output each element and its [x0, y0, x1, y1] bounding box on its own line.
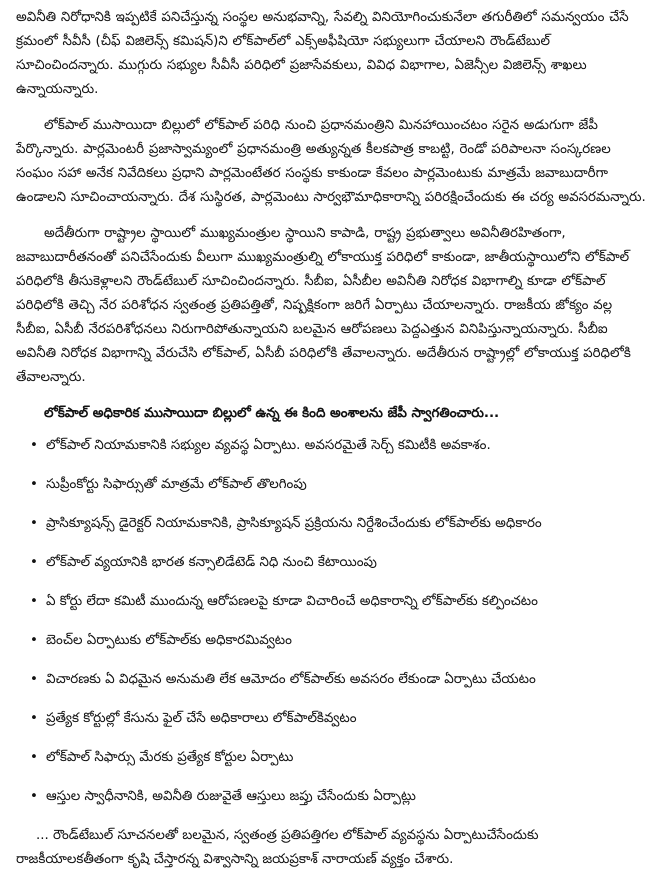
list-item-text: ఏ కోర్టు లేదా కమిటీ ముందున్న ఆరోపణలపై కూడా విచారించే అధికారాన్ని లోక్‌పాల్‌కు కల్పించటం — [46, 594, 538, 609]
list-item — [16, 434, 649, 458]
list-item-text: లోక్‌పాల్ వ్యయానికి భారత కన్సాలిడేటెడ్ నిధి నుంచి కేటాయింపు — [46, 555, 377, 570]
list-item-text: ప్రాసిక్యూషన్స్ డైరెక్టర్ నియామకానికి, ప్రాసిక్యూషన్ ప్రక్రియను నిర్దేశించేందుకు లోక్‌పాల్‌కు అధికారం — [46, 516, 542, 531]
list-item — [16, 629, 649, 653]
paragraph-pm-exclusion: లోక్‌పాల్ ముసాయిదా బిల్లులో లోక్‌పాల్ పరిధి నుంచి ప్రధానమంత్రిని మినహాయించటం సరైన అడుగుగా జేపీ పేర్కొన్నారు. పార్లమెంటరీ ప్రజాస్వామ్యంలో ప్రధానమంత్రి అత్యున్నత కీలకపాత్ర కాబట్టి, రెండో పరిపాలనా సంస్కరణల సంఘం సహా అనేక నివేదికలు ప్రధాని పార్లమెంటేతర సంస్థకు కాకుండా కేవలం పార్లమెంటుకు మాత్రమే జవాబుదారీగా ఉండాలని సూచించాయన్నారు. దేశ సుస్థిరత, పార్లమెంటు సార్వభౌమాధికారాన్ని పరిరక్షించేందుకు ఈ చర్య అవసరమన్నారు. — [16, 118, 646, 205]
list-item — [16, 590, 649, 614]
welcomed-points-list — [16, 434, 649, 809]
paragraph-cvc-integration: అవినీతి నిరోధానికి ఇప్పటికే పనిచేస్తున్న సంస్థల అనుభవాన్ని, సేవల్ని వినియోగించుకునేలా తగురీతిలో సమన్వయం చేసే క్రమంలో సీవీసీ (చీఫ్ విజిలెన్స్ కమిషన్)ని లోక్‌పాల్‌లో ఎక్స్‌అఫీషియో సభ్యులుగా చేయాలని రౌండ్‌టేబుల్ సూచించిందన్నారు. ముగ్గురు సభ్యుల సీవీసీ పరిధిలో ప్రజాసేవకులు, వివిధ విభాగాల, ఏజెన్సీల విజిలెన్స్ శాఖలు ఉన్నాయన్నారు. — [16, 10, 629, 97]
list-item-text: సుప్రీంకోర్టు సిఫార్సుతో మాత్రమే లోక్‌పాల్ తొలగింపు — [46, 477, 307, 492]
bullet-icon: • — [30, 789, 38, 804]
list-item-text: విచారణకు ఏ విధమైన అనుమతి లేక ఆమోదం లోక్‌పాల్‌కు అవసరం లేకుండా ఏర్పాటు చేయటం — [46, 672, 536, 687]
bullet-icon: • — [30, 516, 38, 531]
list-item-text: లోక్‌పాల్ సిఫార్సు మేరకు ప్రత్యేక కోర్టుల ఏర్పాటు — [46, 750, 294, 765]
bullet-icon: • — [30, 711, 38, 726]
welcomed-points-heading: లోక్‌పాల్ అధికారిక ముసాయిదా బిల్లులో ఉన్న ఈ కింది అంశాలను జేపీ స్వాగతించారు... — [44, 406, 500, 421]
bullet-icon: • — [30, 438, 38, 453]
bullet-icon: • — [30, 594, 38, 609]
bullet-icon: • — [30, 750, 38, 765]
list-item-text: ప్రత్యేక కోర్టుల్లో కేసును ఫైల్ చేసే అధికారాలు లోక్‌పాల్‌కివ్వటం — [46, 711, 357, 726]
bullet-icon: • — [30, 672, 38, 687]
list-item — [16, 707, 649, 731]
list-item-text: లోక్‌పాల్ నియామకానికి సభ్యుల వ్యవస్థ ఏర్పాటు. అవసరమైతే సెర్చ్ కమిటీకి అవకాశం. — [46, 438, 491, 453]
list-item-text: ఆస్తుల స్వాధీనానికి, అవినీతి రుజువైతే ఆస్తులు జప్తు చేసేందుకు ఏర్పాట్లు — [46, 789, 416, 804]
list-item — [16, 746, 649, 770]
bullet-icon: • — [30, 555, 38, 570]
closing-paragraph: ... రౌండ్‌టేబుల్ సూచనలతో బలమైన, స్వతంత్ర ప్రతిపత్తిగల లోక్‌పాల్ వ్యవస్థను ఏర్పాటుచేసేందుకు రాజకీయాలకతీతంగా కృషి చేస్తారన్న విశ్వాసాన్ని జయప్రకాశ్ నారాయణ్ వ్యక్తం చేశారు. — [16, 828, 539, 867]
list-item — [16, 551, 649, 575]
list-item — [16, 668, 649, 692]
list-item-text: బెంచ్‌ల ఏర్పాటుకు లోక్‌పాల్‌కు అధికారమివ్వటం — [46, 633, 292, 648]
bullet-icon: • — [30, 477, 38, 492]
bullet-icon: • — [30, 633, 38, 648]
list-item — [16, 785, 649, 809]
paragraph-state-level: అదేతీరుగా రాష్ట్రాల స్థాయిలో ముఖ్యమంత్రుల స్థాయిని కాపాడి, రాష్ట్ర ప్రభుత్వాలు అవినీతిరహితంగా, జవాబుదారీతనంతో పనిచేసేందుకు వీలుగా ముఖ్యమంత్రుల్ని లోకాయుక్త పరిధిలో కాకుండా, జాతీయస్థాయిలోని లోక్‌పాల్ పరిధిలోకి తీసుకెళ్లాలని రౌండ్‌టేబుల్ సూచించిందన్నారు. సీబీఐ, ఏసీబీల అవినీతి నిరోధక విభాగాల్ని కూడా లోక్‌పాల్ పరిధిలోకి తెచ్చి నేర పరిశోధన స్వతంత్ర ప్రతిపత్తితో, నిష్పక్షికంగా జరిగే ఏర్పాటు చేయాలన్నారు. రాజకీయ జోక్యం వల్ల సీబీఐ, ఏసీబీ నేరపరిశోధనలు నిరుగారిపోతున్నాయని బలమైన ఆరోపణలు పెద్దఎత్తున వినిపిస్తున్నాయన్నారు. సీబీఐ అవినీతి నిరోధక విభాగాన్ని వేరుచేసి లోక్‌పాల్, ఏసీబీ పరిధిలోకి తేవాలన్నారు. అదేతీరున రాష్ట్రాల్లో లోకాయుక్త పరిధిలోకి తేవాలన్నారు. — [16, 226, 631, 385]
list-item — [16, 473, 649, 497]
list-item — [16, 512, 649, 536]
